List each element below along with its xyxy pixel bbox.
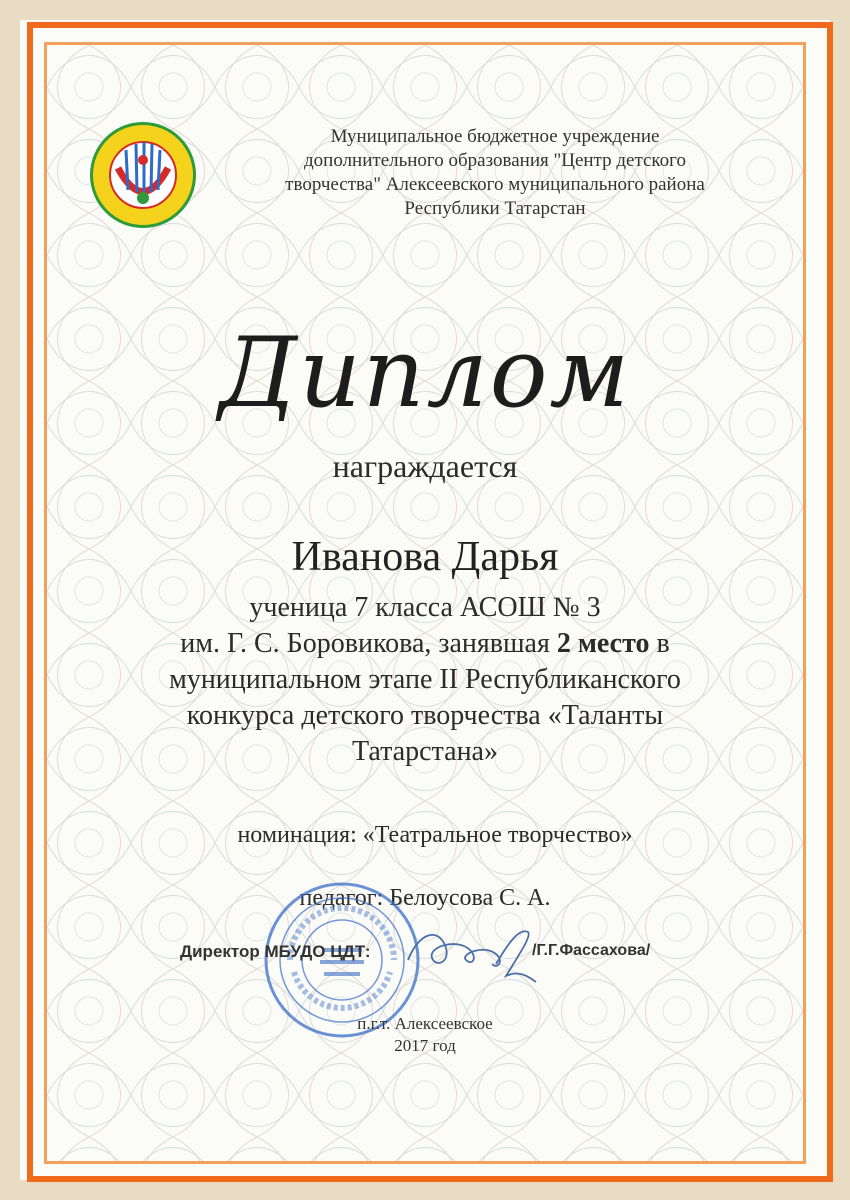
director-name: /Г.Г.Фассахова/ (532, 942, 651, 959)
place-bold: 2 место (556, 628, 650, 659)
body-line-1: ученица 7 класса АСОШ № 3 (249, 592, 601, 623)
body-line-5: Татарстана» (352, 736, 498, 767)
nomination-text: номинация: «Театральное творчество» (237, 822, 633, 848)
director-signature (400, 920, 540, 990)
year-text: 2017 год (394, 1036, 456, 1055)
award-description (80, 590, 770, 770)
place-text: п.г.т. Алексеевское (357, 1014, 493, 1033)
director-label: Директор МБУДО ЦДТ: (180, 942, 371, 961)
diploma-title: Диплом (218, 317, 632, 429)
body-line-2-prefix: им. Г. С. Боровикова, занявшая (180, 628, 557, 659)
organization-header (230, 125, 760, 221)
center-logo (88, 120, 198, 230)
awarded-text: награждается (332, 448, 518, 484)
header-line-3: творчества" Алексеевского муниципального района (285, 174, 705, 195)
teacher-text: педагог: Белоусова С. А. (299, 885, 551, 911)
recipient-name: Иванова Дарья (291, 534, 559, 580)
header-line-4: Республики Татарстан (404, 198, 586, 219)
body-line-2 (80, 626, 770, 662)
body-line-2-suffix: в (649, 628, 670, 659)
header-line-2: дополнительного образования "Центр детского (303, 150, 686, 171)
body-line-3: муниципальном этапе II Республиканского (169, 664, 681, 695)
header-line-1: Муниципальное бюджетное учреждение (330, 126, 660, 147)
body-line-4: конкурса детского творчества «Таланты (186, 700, 664, 731)
